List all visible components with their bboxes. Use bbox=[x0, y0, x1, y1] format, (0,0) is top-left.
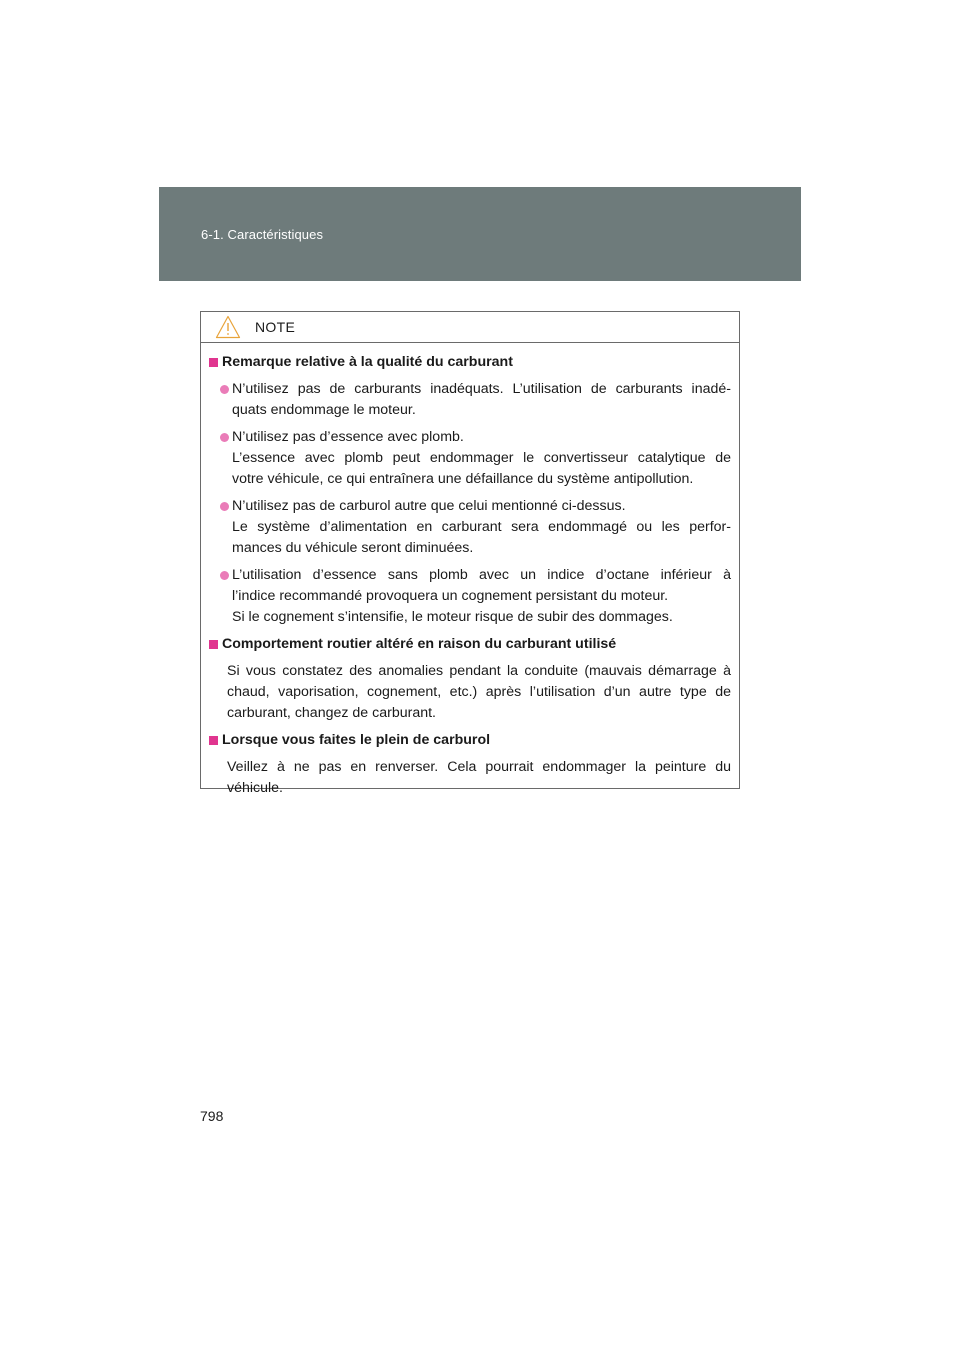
section-heading bbox=[209, 730, 731, 751]
circle-bullet-icon bbox=[220, 502, 229, 511]
circle-bullet-icon bbox=[220, 433, 229, 442]
text-line: carburant, changez de carburant. bbox=[227, 705, 437, 721]
circle-bullet-icon bbox=[220, 571, 229, 580]
section-heading-text: Comportement routier altéré en raison du carburant utilisé bbox=[222, 636, 617, 652]
text-line: Le système d’alimentation en carburant sera endommagé ou les perfor- bbox=[232, 519, 731, 535]
text-line: l’indice recommandé provoquera un cognement persistant du moteur. bbox=[232, 588, 669, 604]
square-bullet-icon bbox=[209, 736, 218, 745]
list-item bbox=[209, 496, 731, 559]
circle-bullet-icon bbox=[220, 385, 229, 394]
square-bullet-icon bbox=[209, 358, 218, 367]
warning-triangle-icon bbox=[215, 315, 241, 339]
note-box bbox=[200, 311, 740, 796]
text-line: Si vous constatez des anomalies pendant la conduite (mauvais démarrage à bbox=[227, 663, 731, 679]
section-paragraph bbox=[209, 757, 731, 799]
list-item-text bbox=[232, 565, 731, 628]
section-heading-text: Remarque relative à la qualité du carburant bbox=[222, 354, 513, 370]
text-line: Si le cognement s’intensifie, le moteur risque de subir des dommages. bbox=[232, 609, 673, 625]
page-number: 798 bbox=[200, 1108, 224, 1124]
text-line: L’utilisation d’essence sans plomb avec un indice d’octane inférieur à bbox=[232, 567, 731, 583]
list-item-text bbox=[232, 496, 731, 559]
text-line: mances du véhicule seront diminuées. bbox=[232, 540, 474, 556]
section-heading bbox=[209, 352, 731, 373]
text-line: chaud, vaporisation, cognement, etc.) après l’utilisation d’un autre type de bbox=[227, 684, 731, 700]
text-line: Veillez à ne pas en renverser. Cela pourrait endommager la peinture du bbox=[227, 759, 731, 775]
section-label: 6-1. Caractéristiques bbox=[201, 227, 324, 242]
text-line: N’utilisez pas de carburol autre que celui mentionné ci-dessus. bbox=[232, 498, 626, 514]
text-line: N’utilisez pas de carburants inadéquats. L’utilisation de carburants inadé- bbox=[232, 381, 731, 397]
note-header bbox=[201, 312, 739, 343]
list-item bbox=[209, 565, 731, 628]
text-line: N’utilisez pas d’essence avec plomb. bbox=[232, 429, 464, 445]
text-line: L’essence avec plomb peut endommager le convertisseur catalytique de bbox=[232, 450, 731, 466]
section-heading-text: Lorsque vous faites le plein de carburol bbox=[222, 732, 491, 748]
list-item bbox=[209, 379, 731, 421]
section-paragraph bbox=[209, 661, 731, 724]
list-item-text bbox=[232, 379, 731, 421]
section-header-band bbox=[159, 187, 801, 281]
list-item-text bbox=[232, 427, 731, 490]
note-body bbox=[201, 343, 739, 799]
text-line: quats endommage le moteur. bbox=[232, 402, 416, 418]
list-item bbox=[209, 427, 731, 490]
text-line: véhicule. bbox=[227, 780, 283, 796]
note-title: NOTE bbox=[255, 319, 296, 335]
square-bullet-icon bbox=[209, 640, 218, 649]
text-line: votre véhicule, ce qui entraînera une défaillance du système antipollution. bbox=[232, 471, 694, 487]
section-heading bbox=[209, 634, 731, 655]
